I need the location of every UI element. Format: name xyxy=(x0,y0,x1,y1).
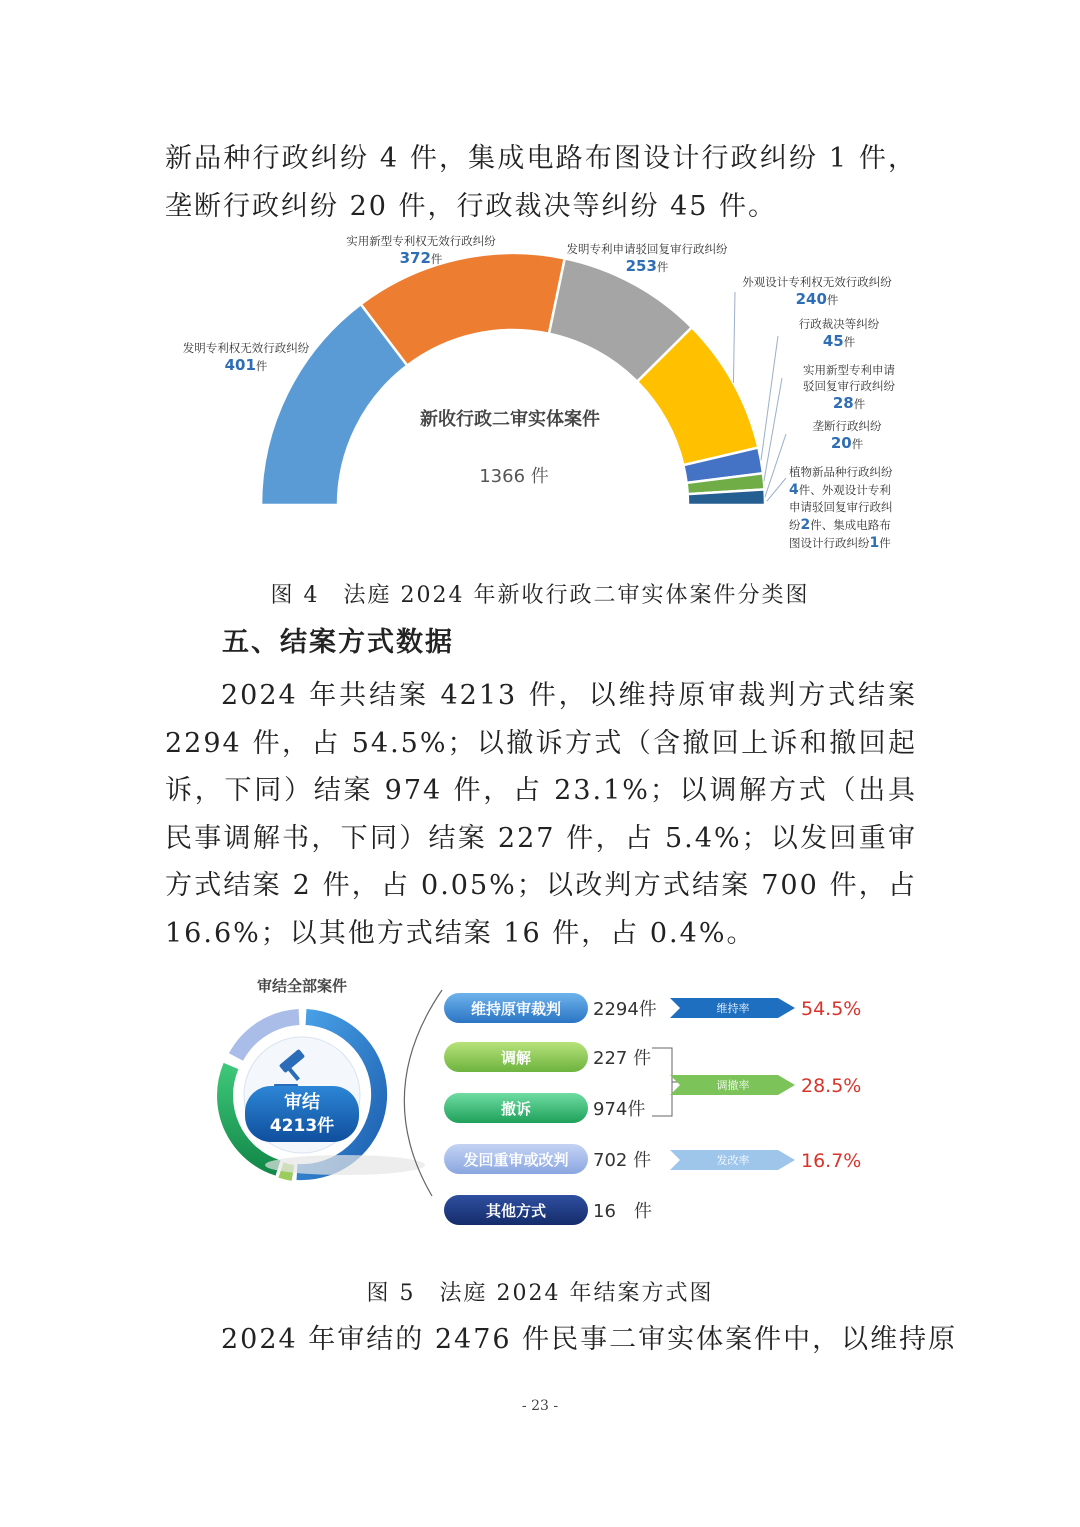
pill-label-3: 发回重审或改判 xyxy=(463,1151,569,1169)
leader-line-3 xyxy=(733,292,735,383)
pill-value-1: 227 件 xyxy=(593,1048,652,1069)
bracket xyxy=(652,1048,680,1116)
leader-line-6 xyxy=(765,434,786,497)
rate-value-2: 16.7% xyxy=(801,1150,862,1172)
paragraph-bottom: 2024 年审结的 2476 件民事二审实体案件中，以维持原 xyxy=(221,1324,958,1355)
pill-value-4: 16 件 xyxy=(593,1201,652,1222)
donut-center-total: 1366 件 xyxy=(479,466,549,487)
pill-label-2: 撤诉 xyxy=(500,1100,532,1118)
figure-5-chart xyxy=(0,968,1080,1238)
slice-value-6: 20件 xyxy=(830,434,864,452)
slice-label-3: 外观设计专利权无效行政纠纷 xyxy=(742,275,892,289)
slice-label-4: 行政裁决等纠纷 xyxy=(798,317,880,331)
small-slices-label: 植物新品种行政纠纷 4件、外观设计专利 申请驳回复审行政纠 纷2件、集成电路布 图设计行政纠纷1件 xyxy=(789,465,893,551)
slice-value-1: 372件 xyxy=(399,249,443,267)
page-number: - 23 - xyxy=(521,1398,559,1414)
slice-value-5: 28件 xyxy=(832,394,866,412)
pill-value-3: 702 件 xyxy=(593,1150,652,1171)
rate-value-0: 54.5% xyxy=(801,998,862,1020)
slice-label-1: 实用新型专利权无效行政纠纷 xyxy=(346,234,496,248)
figure-5-title: 审结全部案件 xyxy=(256,977,348,995)
figure-4-caption: 图 4 法庭 2024 年新收行政二审实体案件分类图 xyxy=(270,583,810,608)
center-label: 审结 xyxy=(284,1092,320,1113)
ring-chart xyxy=(225,1017,425,1175)
pill-value-0: 2294件 xyxy=(593,999,657,1020)
center-total: 4213件 xyxy=(269,1116,335,1136)
pill-label-0: 维持原审裁判 xyxy=(470,1000,562,1018)
rate-value-1: 28.5% xyxy=(801,1075,862,1097)
slice-label-0: 发明专利权无效行政纠纷 xyxy=(182,341,310,355)
slice-value-2: 253件 xyxy=(625,257,669,275)
leader-line-4 xyxy=(761,336,778,460)
rate-name-1: 调撤率 xyxy=(716,1079,750,1092)
slice-label-6: 垄断行政纠纷 xyxy=(812,419,882,433)
rate-name-0: 维持率 xyxy=(716,1002,750,1015)
paragraph-mid: 2024 年共结案 4213 件，以维持原审裁判方式结案 2294 件，占 54.5%；以撤诉方式（含撤回上诉和撤回起诉，下同）结案 974 件，占 23.1%；以调解方式（出具民事调解书，下同）结案 227 件，占 5.4%；以发回重审方式结案 2 件，占 0.05%；以改判方式结案 700 件，占 16.6%；以其他方式结案 16 件，占 0.4%。 xyxy=(165,680,917,949)
slice-value-3: 240件 xyxy=(795,290,839,308)
figure-4-chart xyxy=(0,228,1080,558)
donut-center-title: 新收行政二审实体案件 xyxy=(420,409,600,430)
slice-label-5: 实用新型专利申请驳回复审行政纠纷 xyxy=(803,363,895,393)
pill-label-1: 调解 xyxy=(500,1049,532,1067)
pill-label-4: 其他方式 xyxy=(485,1202,547,1220)
section-heading: 五、结案方式数据 xyxy=(222,627,454,658)
leader-line-5 xyxy=(764,378,782,481)
pill-value-2: 974件 xyxy=(593,1099,646,1120)
slice-label-2: 发明专利申请驳回复审行政纠纷 xyxy=(566,242,728,256)
paragraph-top: 新品种行政纠纷 4 件，集成电路布图设计行政纠纷 1 件，垄断行政纠纷 20 件，行政裁决等纠纷 45 件。 xyxy=(165,143,917,222)
slice-value-4: 45件 xyxy=(822,332,856,350)
slice-value-0: 401件 xyxy=(224,356,268,374)
figure-5-caption: 图 5 法庭 2024 年结案方式图 xyxy=(366,1281,714,1306)
rate-name-2: 发改率 xyxy=(716,1154,750,1167)
